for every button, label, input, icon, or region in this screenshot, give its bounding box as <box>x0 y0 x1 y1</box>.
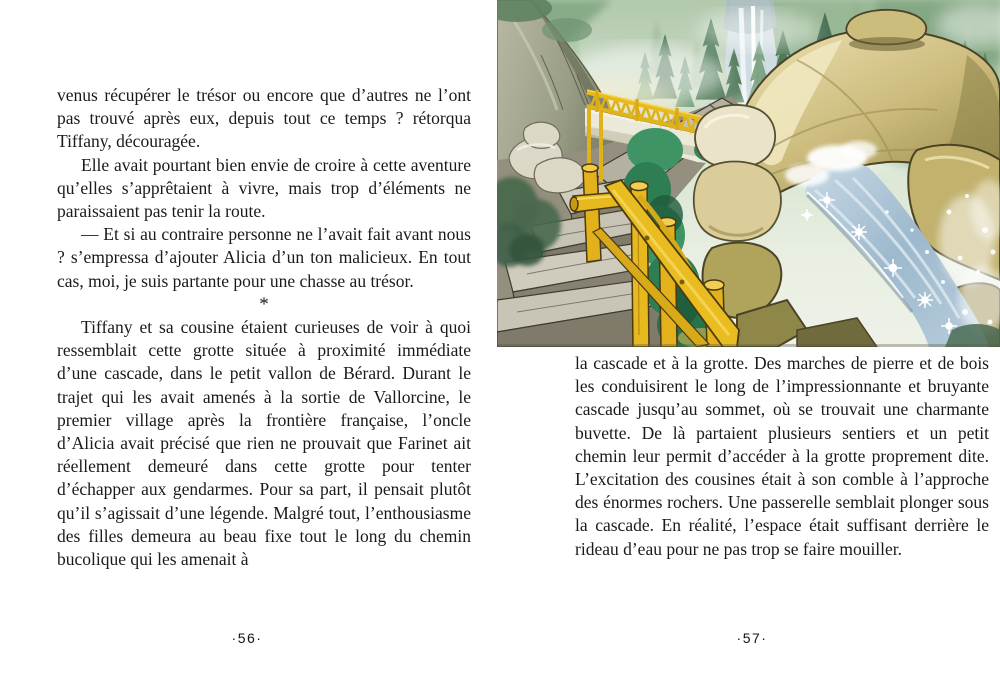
page-number-right: ·57· <box>736 630 768 646</box>
illustration <box>497 0 1000 347</box>
right-page-text <box>575 352 989 561</box>
section-separator: * <box>259 293 269 315</box>
left-page-text <box>57 84 471 571</box>
illustration-bottom-edge <box>497 344 1000 347</box>
paragraph: Tiffany et sa cousine étaient curieuses de voir à quoi ressemblait cette grotte située à proximité immédiate d’une cascade, dans le petit vallon de Bérard. Durant le trajet qui les avait amenés à la sortie de Vallorcine, le premier village après la frontière française, l’oncle d’Alicia avait précisé que rien ne prouvait que Farinet ait réellement demeuré dans cette grotte pour tenter d’échapper aux gendarmes. Pour sa part, il pensait plutôt qu’il s’agissait d’une légende. Malgré tout, l’enthousiasme des filles demeura au beau fixe tout le long du chemin bucolique qui les amenait à <box>57 317 471 570</box>
page-number-left: ·56· <box>231 630 263 646</box>
paragraph: la cascade et à la grotte. Des marches de pierre et de bois les conduisirent le long de l’impressionnante et bruyante cascade jusqu’au sommet, où se trouvait une charmante buvette. De là partaient plusieurs sentiers et un petit chemin leur permit d’accéder à la grotte proprement dite. L’excitation des cousines était à son comble à l’approche des énormes rochers. Une passerelle semblait plonger sous la cascade. En réalité, l’espace était suffisant derrière le rideau d’eau pour ne pas trop se faire mouiller. <box>575 353 989 559</box>
paragraph: — Et si au contraire personne ne l’avait fait avant nous ? s’empressa d’ajouter Alicia d’un ton malicieux. En tout cas, moi, je suis partante pour une chasse au trésor. <box>57 224 471 291</box>
paragraph: venus récupérer le trésor ou encore que d’autres ne l’ont pas trouvé après eux, depuis tout ce temps ? rétorqua Tiffany, découragée. <box>57 85 471 152</box>
paragraph: Elle avait pourtant bien envie de croire à cette aventure qu’elles s’apprêtaient à vivre, mais trop d’éléments ne paraissaient pas tenir la route. <box>57 154 471 222</box>
